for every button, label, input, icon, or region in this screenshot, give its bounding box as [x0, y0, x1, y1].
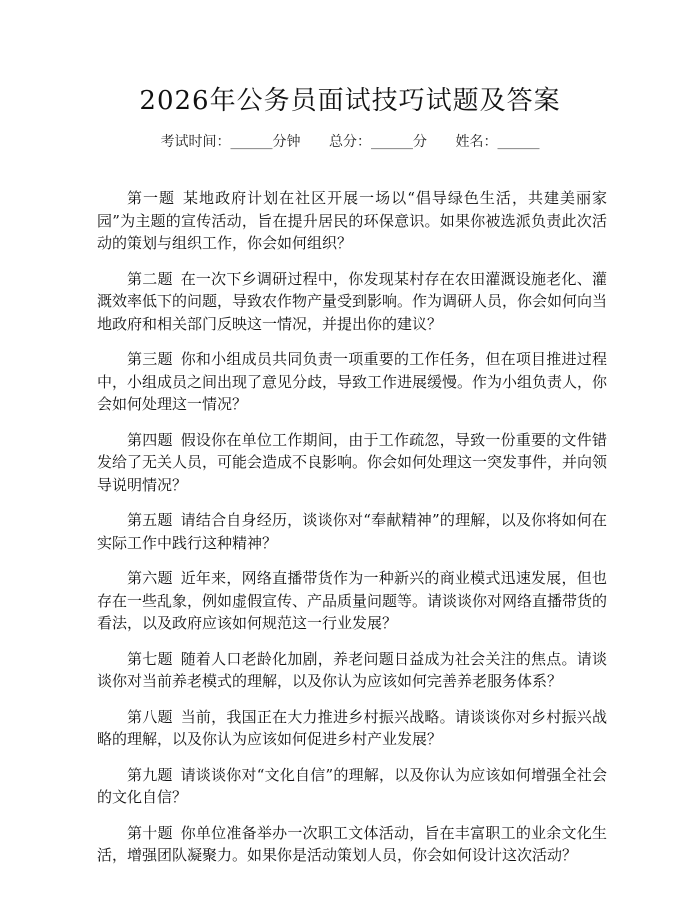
question-list [97, 187, 607, 880]
question-item [97, 567, 607, 635]
question-text: 在一次下乡调研过程中，你发现某村存在农田灌溉设施老化、灌溉效率低下的问题，导致农作物产量受到影响。作为调研人员，你会如何向当地政府和相关部门反映这一情况，并提出你的建议？ [97, 269, 608, 333]
question-text: 近年来，网络直播带货作为一种新兴的商业模式迅速发展，但也存在一些乱象，例如虚假宣传、产品质量问题等。请谈谈你对网络直播带货的看法，以及政府应该如何规范这一行业发展？ [97, 569, 608, 632]
question-number: 第一题 [127, 189, 176, 207]
document-title: 2026年公务员面试技巧试题及答案 [139, 86, 561, 116]
question-text: 随着人口老龄化加剧，养老问题日益成为社会关注的焦点。请谈谈你对当前养老模式的理解，以及你认为应该如何完善养老服务体系？ [97, 649, 607, 690]
question-text: 你单位准备举办一次职工文体活动，旨在丰富职工的业余文化生活，增强团队凝聚力。如果你是活动策划人员，你会如何设计这次活动？ [97, 823, 607, 864]
question-number: 第三题 [127, 350, 173, 368]
question-item [97, 187, 607, 255]
exam-time-field: 考试时间：______分钟 [160, 134, 301, 150]
question-number: 第五题 [127, 511, 173, 529]
exam-info-line [0, 132, 700, 152]
question-item [97, 822, 607, 867]
question-number: 第七题 [127, 649, 173, 668]
question-number: 第四题 [127, 430, 173, 449]
question-item [97, 706, 607, 751]
question-item [97, 764, 607, 809]
question-text: 请结合自身经历，谈谈你对“奉献精神”的理解，以及你将如何在实际工作中践行这种精神？ [97, 511, 607, 552]
question-number: 第十题 [127, 823, 173, 842]
question-item [97, 648, 607, 693]
question-text: 某地政府计划在社区开展一场以“倡导绿色生活，共建美丽家园”为主题的宣传活动，旨在提升居民的环保意识。如果你被选派负责此次活动的策划与组织工作，你会如何组织？ [97, 189, 607, 252]
question-text: 假设你在单位工作期间，由于工作疏忽，导致一份重要的文件错发给了无关人员，可能会造成不良影响。你会如何处理这一突发事件，并向领导说明情况？ [97, 430, 608, 494]
question-number: 第八题 [127, 707, 173, 726]
question-number: 第九题 [127, 765, 173, 784]
question-item [97, 429, 607, 497]
question-item [97, 509, 607, 554]
question-number: 第二题 [127, 269, 173, 288]
question-item [97, 268, 607, 336]
name-field: 姓名：______ [455, 134, 540, 150]
question-text: 当前，我国正在大力推进乡村振兴战略。请谈谈你对乡村振兴战略的理解，以及你认为应该如何促进乡村产业发展？ [97, 707, 607, 748]
question-text: 请谈谈你对“文化自信”的理解，以及你认为应该如何增强全社会的文化自信？ [97, 765, 607, 806]
total-score-field: 总分：______分 [329, 134, 427, 150]
question-text: 你和小组成员共同负责一项重要的工作任务，但在项目推进过程中，小组成员之间出现了意见分歧，导致工作进展缓慢。作为小组负责人，你会如何处理这一情况？ [97, 350, 608, 413]
question-item [97, 348, 607, 416]
question-number: 第六题 [127, 569, 173, 587]
